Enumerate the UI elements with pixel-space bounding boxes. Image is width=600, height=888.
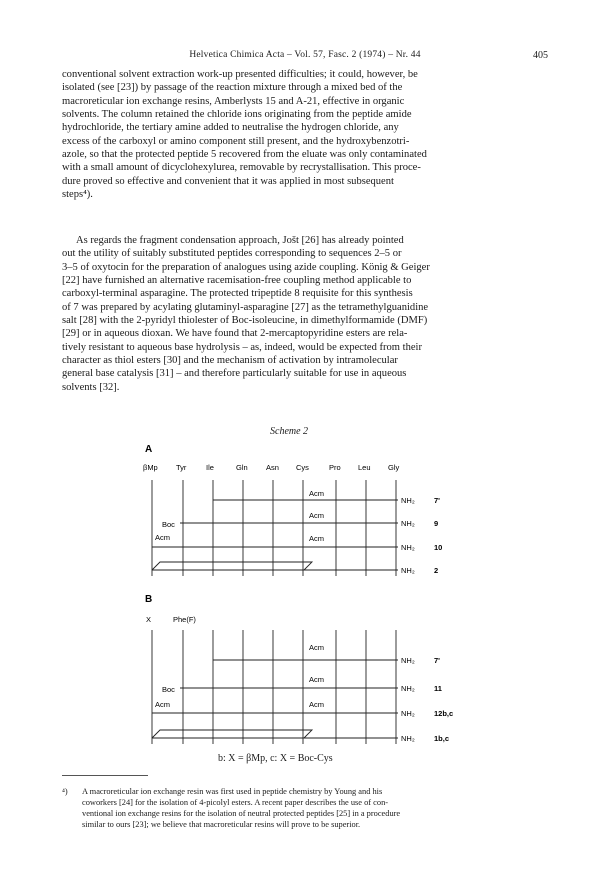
text-line: macroreticular ion exchange resins, Amberlysts 15 and A-21, effective in organic <box>62 95 405 107</box>
footnote-body <box>82 786 540 830</box>
residue-label: Asn <box>266 463 279 472</box>
terminus-label: NH₂ <box>401 496 415 505</box>
cell-label: Acm <box>309 534 324 543</box>
text-line: hydrochloride, the tertiary amine added to neutralise the hydrogen chloride, any <box>62 122 399 134</box>
text-line: with a small amount of dicyclohexylurea, removable by recrystallisation. This proce- <box>62 162 421 174</box>
text-line: [29] or in aqueous dioxan. We have found that 2-mercaptopyridine esters are rela- <box>62 328 408 340</box>
terminus-label: NH₂ <box>401 684 415 693</box>
residue-label: Cys <box>296 463 309 472</box>
cell-label: Acm <box>155 533 170 542</box>
residue-label: βMp <box>143 463 158 472</box>
text-line: azole, so that the protected peptide 5 recovered from the eluate was only contaminated <box>62 148 427 160</box>
residue-label: Pro <box>329 463 341 472</box>
terminus-label: NH₂ <box>401 519 415 528</box>
panel-b-label: B <box>145 594 153 605</box>
text-line: [22] have furnished an alternative racemisation-free coupling method applicable to <box>62 274 412 286</box>
residue-label: Gln <box>236 463 248 472</box>
text-line: As regards the fragment condensation approach, Jošt [26] has already pointed <box>76 235 404 246</box>
panel-b-grid <box>152 630 398 744</box>
compound-label: 11 <box>434 684 442 693</box>
terminus-label: NH₂ <box>401 734 415 743</box>
residue-label: X <box>146 615 152 624</box>
cell-label: Acm <box>309 675 324 684</box>
terminus-label: NH₂ <box>401 566 415 575</box>
text-line: dure proved so effective and convenient that it was applied in most subsequent <box>62 175 394 187</box>
cell-label: Boc <box>162 685 175 694</box>
terminus-label: NH₂ <box>401 656 415 665</box>
page-number: 405 <box>533 50 548 61</box>
text-line: 3–5 of oxytocin for the preparation of analogues using azide coupling. König & Geiger <box>62 261 430 273</box>
text-line: salt [28] with the 2-pyridyl thiolester of Boc-isoleucine, in dimethylformamide (DMF) <box>62 314 428 326</box>
running-head: Helvetica Chimica Acta – Vol. 57, Fasc. 2 (1974) – Nr. 44 <box>189 50 421 60</box>
cell-label: Acm <box>309 511 324 520</box>
cell-label: Acm <box>309 489 324 498</box>
terminus-label: NH₂ <box>401 709 415 718</box>
panel-a-grid <box>152 480 398 576</box>
footnote-line: ventional ion exchange resins for the isolation of neutral protected peptides [25] in a procedure <box>82 809 401 818</box>
cell-label: Boc <box>162 520 175 529</box>
compound-label: 9 <box>434 519 439 528</box>
panel-a-label: A <box>145 444 153 455</box>
footnote-line: A macroreticular ion exchange resin was first used in peptide chemistry by Young and his <box>82 787 383 796</box>
text-line: out the utility of suitably substituted peptides corresponding to sequences 2–5 or <box>62 248 402 260</box>
footnote-line: similar to ours [23]; we believe that macroreticular resins will prove to be superior. <box>82 820 361 829</box>
text-line: tively resistant to aqueous base hydrolysis – as, indeed, would be expected from their <box>62 341 422 353</box>
compound-label: 7' <box>434 496 440 505</box>
cell-label: Acm <box>309 643 324 652</box>
footnote-rule <box>62 775 148 776</box>
text-line: carboxyl-terminal asparagine. The protected tripeptide 8 requisite for this synthesis <box>62 288 413 300</box>
residue-label: Ile <box>206 463 214 472</box>
compound-label: 1b,c <box>434 734 450 743</box>
text-line: character as thiol esters [30] and the mechanism of activation by intramolecular <box>62 354 398 366</box>
footnote-mark: ⁴) <box>62 787 68 796</box>
text-line: solvents. The column retained the chloride ions originating from the peptide amide <box>62 108 412 120</box>
compound-label: 7' <box>434 656 440 665</box>
text-line: excess of the carboxyl or amino component still present, and the hydroxybenzotri- <box>62 135 410 147</box>
residue-label: Phe(F) <box>173 615 196 624</box>
terminus-label: NH₂ <box>401 543 415 552</box>
text-line: conventional solvent extraction work-up presented difficulties; it could, however, be <box>62 69 418 80</box>
text-line: of 7 was prepared by acylating glutaminyl-asparagine [27] as the tetramethylguanidine <box>62 301 429 313</box>
footnote <box>62 786 540 830</box>
compound-label: 10 <box>434 543 443 552</box>
cell-label: Acm <box>309 700 324 709</box>
text-line: isolated (see [23]) by passage of the reaction mixture through a mixed bed of the <box>62 82 403 94</box>
scheme-caption: b: X = βMp, c: X = Boc-Cys <box>218 753 333 764</box>
cell-label: Acm <box>155 700 170 709</box>
residue-label: Gly <box>388 463 400 472</box>
footnote-line: coworkers [24] for the isolation of 4-picolyl esters. A recent paper describes the use of con- <box>82 798 389 807</box>
text-line: general base catalysis [31] – and therefore particularly suitable for use in aqueous <box>62 368 407 380</box>
compound-label: 12b,c <box>434 709 454 718</box>
residue-label: Tyr <box>176 463 187 472</box>
text-line: steps⁴). <box>62 188 93 200</box>
residue-label: Leu <box>358 463 371 472</box>
compound-label: 2 <box>434 566 439 575</box>
text-line: solvents [32]. <box>62 381 120 393</box>
scheme-title: Scheme 2 <box>270 426 309 437</box>
